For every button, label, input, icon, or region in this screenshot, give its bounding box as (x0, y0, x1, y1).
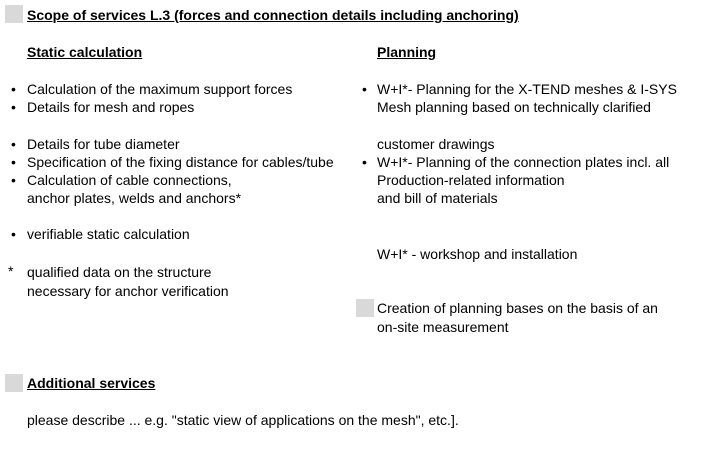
static-item-5-cont: anchor plates, welds and anchors* (27, 190, 242, 206)
static-calculation-heading: Static calculation (27, 44, 143, 60)
planning-line-6: and bill of materials (377, 190, 498, 206)
planning-line-2: Mesh planning based on technically clarified (377, 99, 651, 115)
bullet: • (362, 154, 367, 170)
static-item-2: Details for mesh and ropes (27, 99, 195, 115)
additional-services-checkbox[interactable] (5, 374, 23, 392)
bullet: • (11, 172, 16, 188)
note-line-2: necessary for anchor verification (27, 283, 229, 299)
planning-bases-checkbox[interactable] (356, 299, 374, 317)
static-item-6: verifiable static calculation (27, 226, 190, 242)
bullet: • (11, 81, 16, 97)
static-item-4: Specification of the fixing distance for cables/tube (27, 154, 334, 170)
static-item-3: Details for tube diameter (27, 136, 180, 152)
planning-heading: Planning (377, 44, 437, 60)
planning-line-9: on-site measurement (377, 319, 509, 335)
scope-checkbox[interactable] (5, 5, 23, 23)
planning-line-7: W+I* - workshop and installation (377, 246, 578, 262)
bullet: • (11, 136, 16, 152)
note-line-1: qualified data on the structure (27, 264, 212, 280)
planning-line-3: customer drawings (377, 136, 495, 152)
scope-title: Scope of services L.3 (forces and connection details including anchoring) (27, 7, 519, 23)
planning-line-5: Production-related information (377, 172, 565, 188)
note-marker: * (8, 263, 14, 279)
bullet: • (362, 81, 367, 97)
bullet: • (11, 226, 16, 242)
planning-line-8: Creation of planning bases on the basis of an (377, 300, 658, 316)
bullet: • (11, 154, 16, 170)
static-item-5: Calculation of cable connections, (27, 172, 232, 188)
additional-services-heading: Additional services (27, 375, 156, 391)
planning-line-1: W+I*- Planning for the X-TEND meshes & I-SYS (377, 81, 677, 97)
static-item-1: Calculation of the maximum support forces (27, 81, 293, 97)
bullet: • (11, 99, 16, 115)
additional-services-text: please describe ... e.g. "static view of applications on the mesh", etc.]. (27, 412, 459, 428)
planning-line-4: W+I*- Planning of the connection plates incl. all (377, 154, 670, 170)
